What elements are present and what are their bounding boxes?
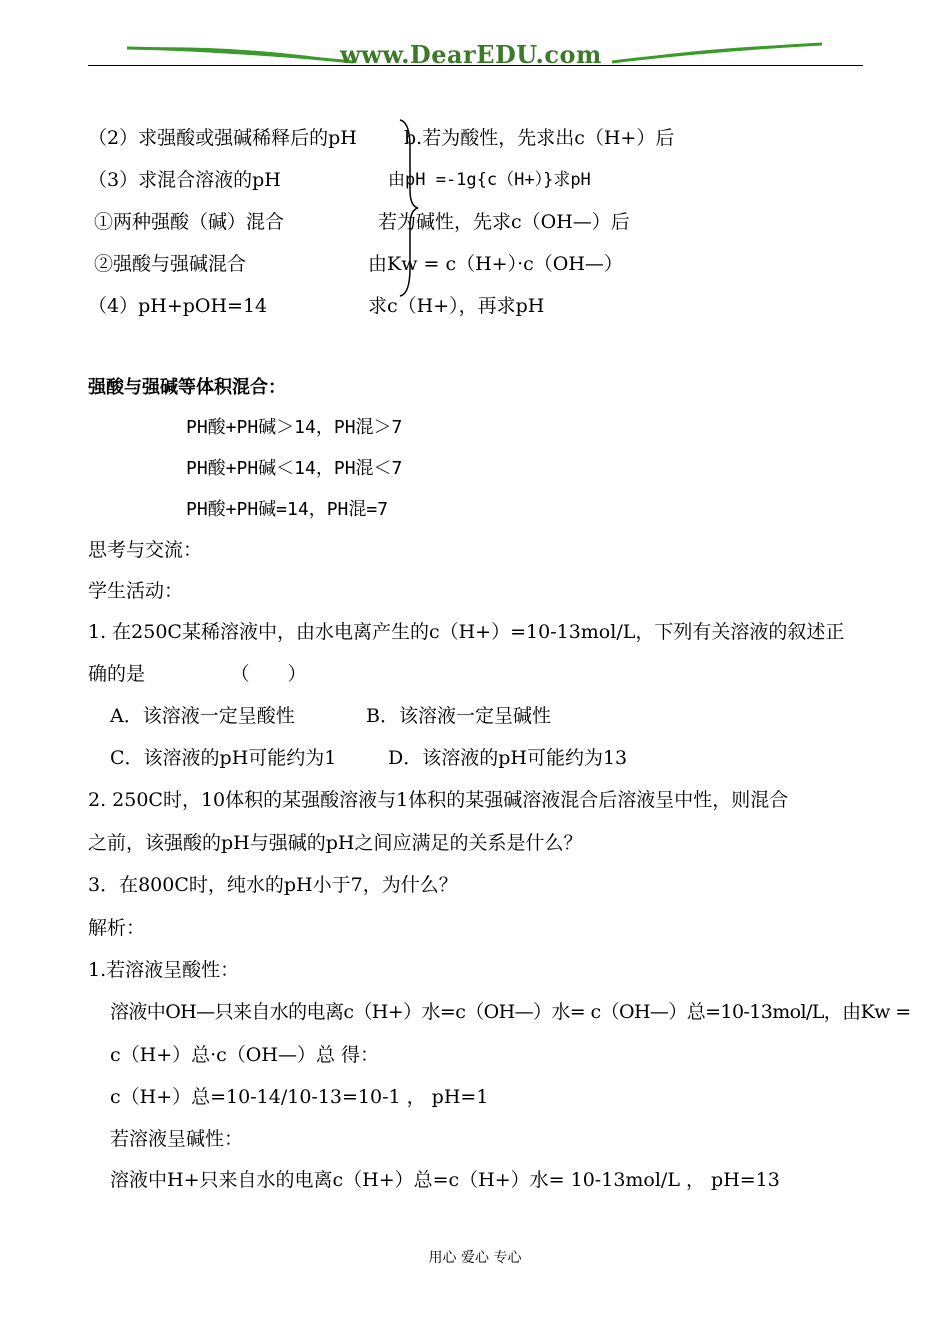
header-rule — [88, 65, 863, 66]
analysis-line-6: 溶液中H+只来自水的电离c（H+）总=c（H+）水= 10-13mol/L ， pH=13 — [110, 1169, 780, 1191]
rule-3: （3）求混合溶液的pH — [88, 169, 281, 191]
think-heading: 思考与交流： — [88, 539, 203, 561]
header-swoosh-right — [610, 40, 825, 66]
method-3: 若为碱性，先求c（OH—）后 — [378, 211, 630, 233]
header-swoosh-left — [125, 40, 355, 66]
analysis-line-4: c（H+）总=10-14/10-13=10-1 ， pH=1 — [110, 1086, 489, 1108]
analysis-title: 解析： — [88, 917, 146, 939]
activity-heading: 学生活动： — [88, 580, 184, 602]
q1-line-2: 确的是 （ ） — [88, 663, 307, 685]
q2-line-2: 之前，该强酸的pH与强碱的pH之间应满足的关系是什么？ — [88, 832, 583, 854]
rule-4: （4）pH+pOH=14 — [88, 295, 268, 317]
analysis-base-case: 若溶液呈碱性： — [110, 1128, 244, 1150]
rule-2: （2）求强酸或强碱稀释后的pH — [88, 127, 357, 149]
mix-title: 强酸与强碱等体积混合： — [88, 377, 286, 398]
q1-option-c: C．该溶液的pH可能约为1 — [110, 747, 337, 769]
mix-rule-1: PH酸+PH碱＞14，PH混＞7 — [186, 417, 403, 438]
analysis-line-3: c（H+）总·c（OH—）总 得： — [110, 1044, 379, 1066]
analysis-line-2: 溶液中OH—只来自水的电离c（H+）水=c（OH—）水= c（OH—）总=10-13mol/L，由Kw = — [110, 1001, 911, 1023]
rule-3a: ①两种强酸（碱）混合 — [94, 211, 285, 233]
method-2: 由pH =-1g{c（H+）}求pH — [388, 170, 591, 190]
q1-line-1: 1. 在250C某稀溶液中，由水电离产生的c（H+）=10-13mol/L，下列有关溶液的叙述正 — [88, 621, 845, 643]
q1-option-b: B．该溶液一定呈碱性 — [366, 705, 551, 727]
q2-line-1: 2. 250C时，10体积的某强酸溶液与1体积的某强碱溶液混合后溶液呈中性，则混合 — [88, 789, 789, 811]
mix-rule-3: PH酸+PH碱=14，PH混=7 — [186, 499, 389, 520]
rule-3b: ②强酸与强碱混合 — [94, 253, 247, 275]
page-footer: 用心 爱心 专心 — [428, 1250, 522, 1266]
method-4: 由Kw = c（H+）·c（OH—） — [368, 253, 623, 275]
q1-option-a: A．该溶液一定呈酸性 — [110, 705, 295, 727]
mix-rule-2: PH酸+PH碱＜14，PH混＜7 — [186, 458, 403, 479]
q1-option-d: D．该溶液的pH可能约为13 — [388, 747, 628, 769]
method-5: 求c（H+），再求pH — [368, 295, 545, 317]
method-1: b.若为酸性，先求出c（H+）后 — [404, 127, 675, 149]
q3: 3．在800C时，纯水的pH小于7，为什么？ — [88, 874, 458, 896]
site-logo: www.DearEDU.com — [340, 40, 602, 69]
analysis-acid-case: 1.若溶液呈酸性： — [88, 959, 240, 981]
